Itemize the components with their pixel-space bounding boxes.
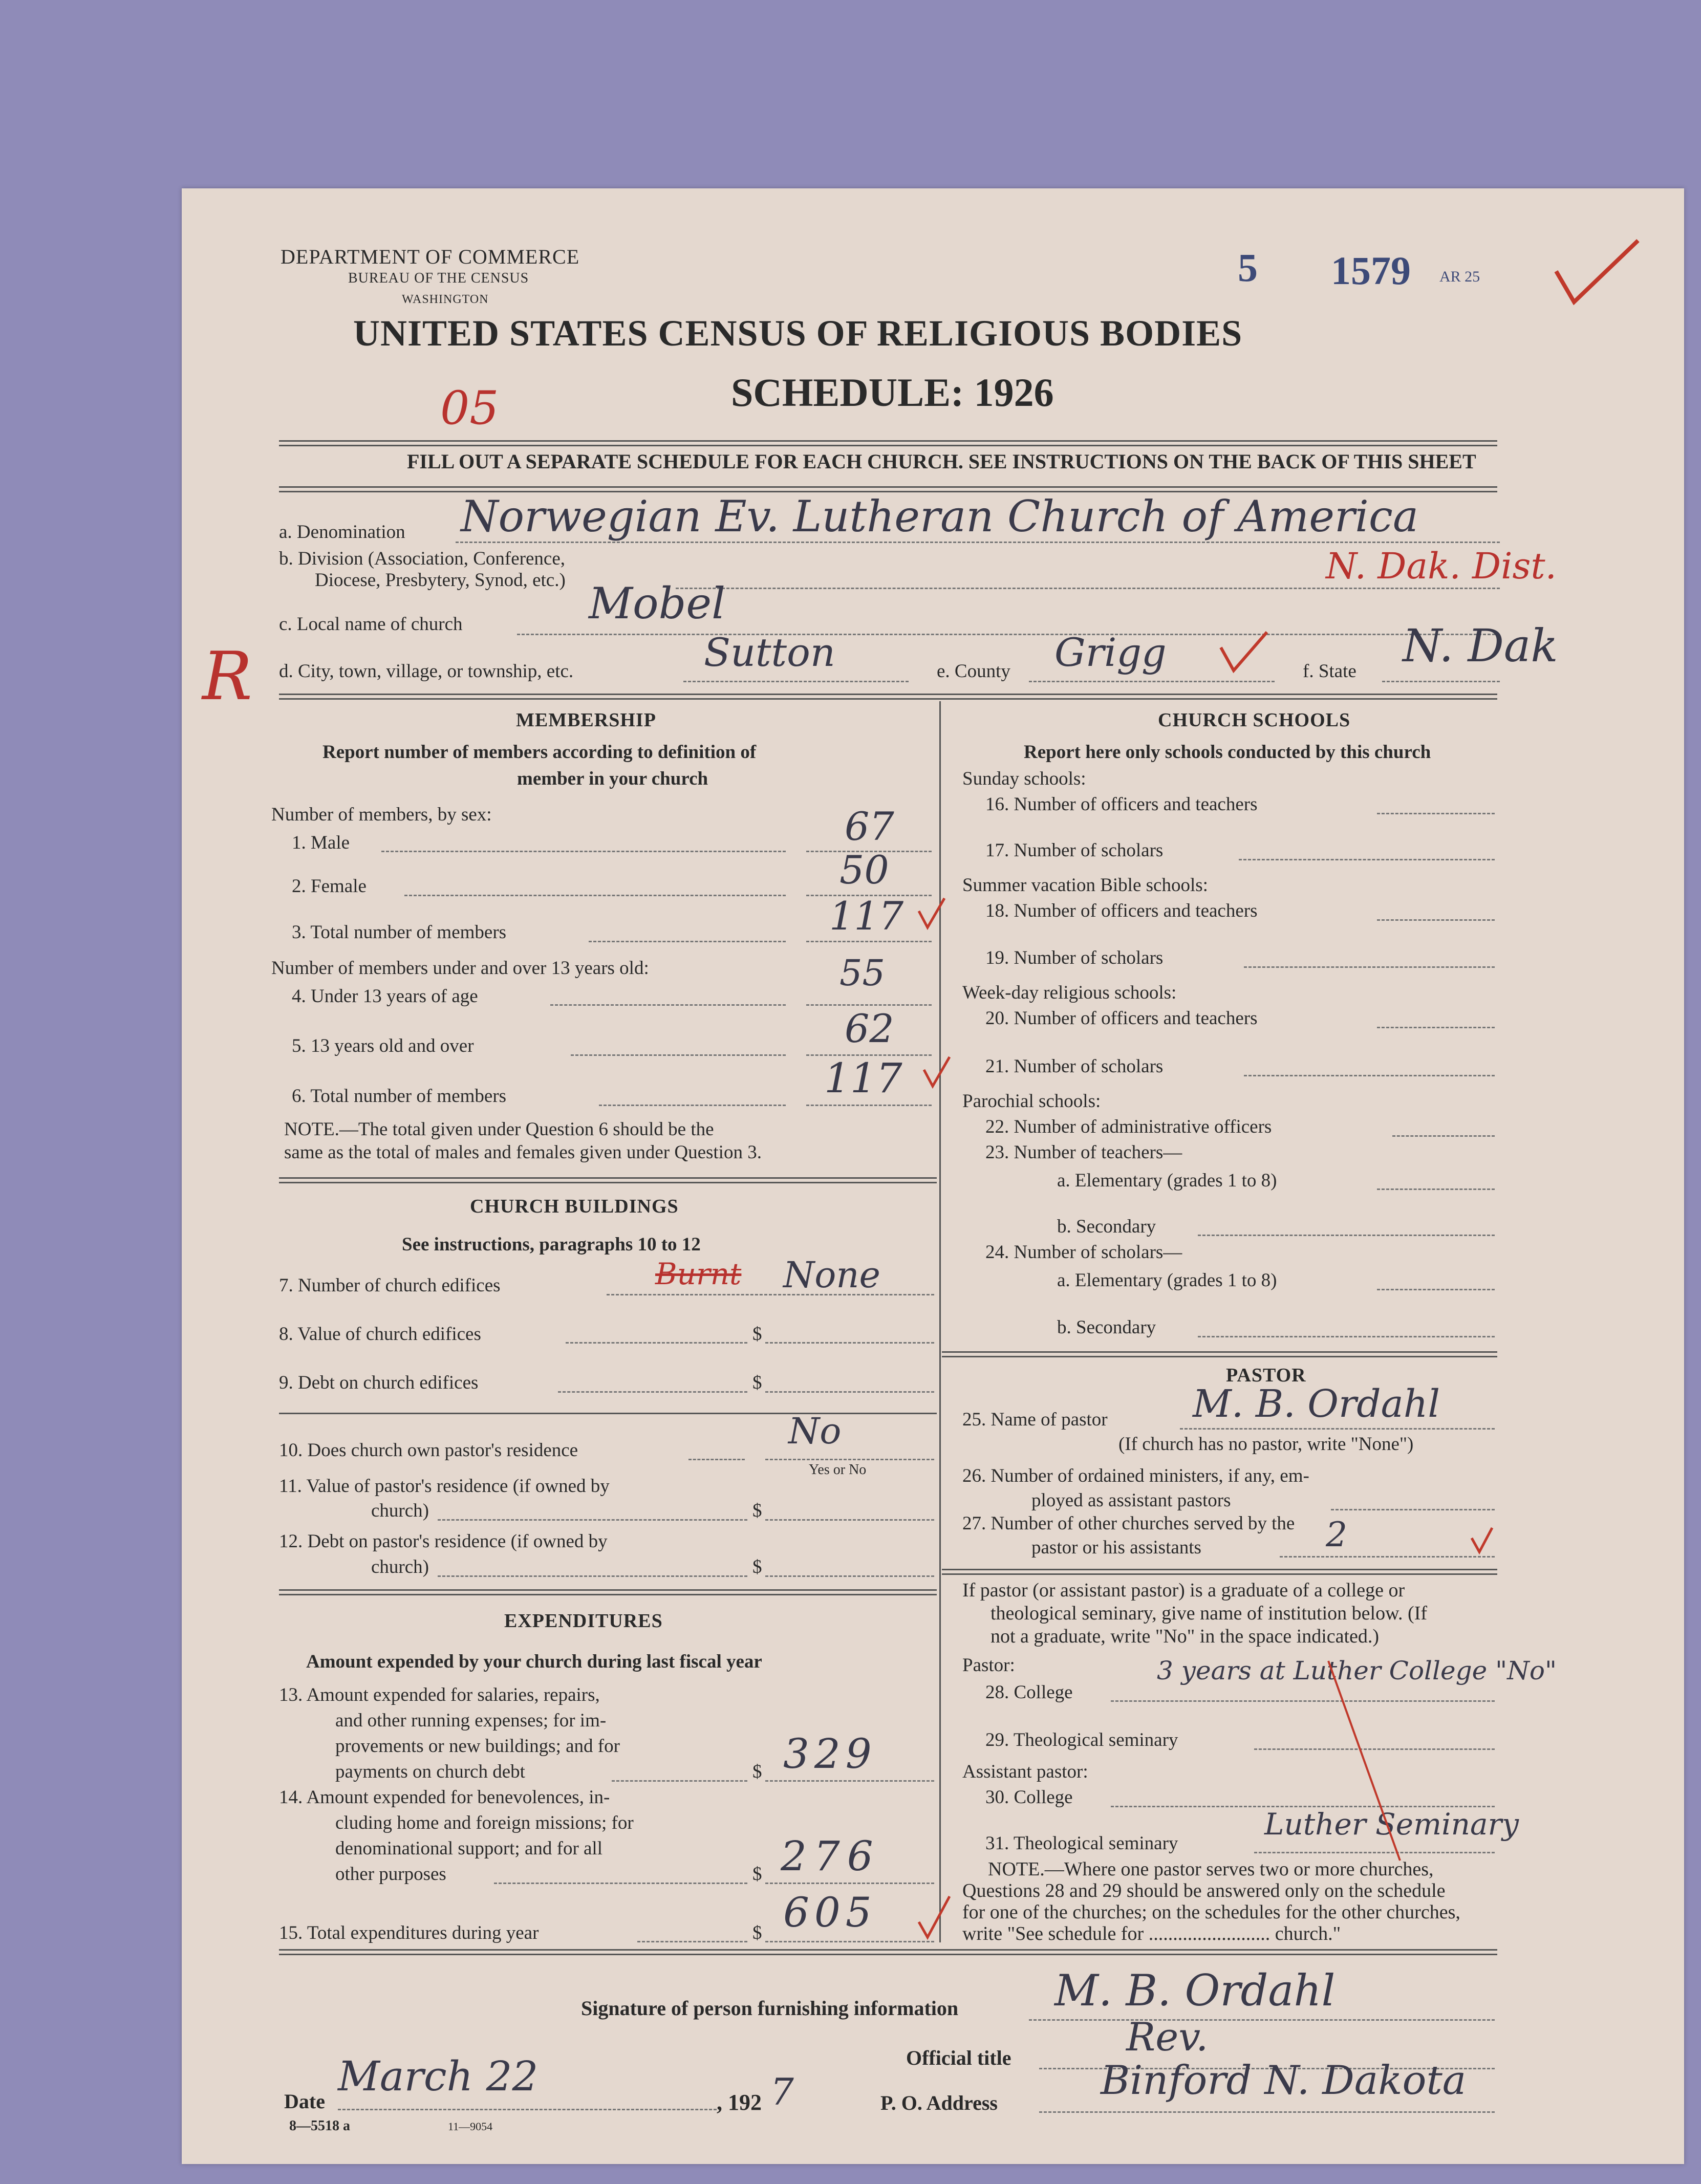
q10-label: 10. Does church own pastor's residence xyxy=(279,1440,578,1461)
q11-label: 11. Value of pastor's residence (if owned by xyxy=(279,1476,610,1497)
q9-label: 9. Debt on church edifices xyxy=(279,1372,479,1393)
date-label: Date xyxy=(284,2090,325,2113)
q12-label-2: church) xyxy=(371,1556,429,1577)
running-expenses-value: 329 xyxy=(783,1730,877,1778)
separate-schedule-instruction: FILL OUT A SEPARATE SCHEDULE FOR EACH CHURCH. SEE INSTRUCTIONS ON THE BACK OF THIS SHEET xyxy=(407,450,1476,473)
pastor-sub-label: Pastor: xyxy=(962,1655,1015,1676)
q21-label: 21. Number of scholars xyxy=(985,1056,1164,1077)
q2-label: 2. Female xyxy=(292,876,367,897)
expenditures-note: Amount expended by your church during last fiscal year xyxy=(306,1651,762,1672)
q8-label: 8. Value of church edifices xyxy=(279,1324,481,1345)
other-churches-value: 2 xyxy=(1326,1515,1347,1554)
q14-line-1: 14. Amount expended for benevolences, in- xyxy=(279,1787,610,1808)
column-divider xyxy=(939,701,941,1942)
q25-note: (If church has no pastor, write "None") xyxy=(1118,1434,1414,1455)
weekday-schools-label: Week-day religious schools: xyxy=(962,982,1177,1003)
q16-label: 16. Number of officers and teachers xyxy=(985,794,1258,815)
q14-line-2: cluding home and foreign missions; for xyxy=(335,1812,634,1833)
edifices-value: None xyxy=(783,1254,880,1296)
q26-label-2: ployed as assistant pastors xyxy=(1031,1490,1231,1511)
q15-label: 15. Total expenditures during year xyxy=(279,1922,539,1943)
q23b-label: b. Secondary xyxy=(1057,1216,1156,1237)
pastor-note-1: NOTE.—Where one pastor serves two or more churches, xyxy=(988,1858,1434,1880)
q12-label: 12. Debt on pastor's residence (if owned by xyxy=(279,1531,608,1552)
check-mark-icon xyxy=(916,896,947,932)
assistant-pastor-label: Assistant pastor: xyxy=(962,1761,1088,1782)
q27-label-2: pastor or his assistants xyxy=(1031,1537,1201,1558)
stamp-number: 1579 xyxy=(1331,248,1411,293)
edifices-struck-value: Burnt xyxy=(655,1257,742,1291)
check-mark-icon xyxy=(1469,1525,1495,1556)
q13-line-4: payments on church debt xyxy=(335,1761,525,1782)
check-mark-icon xyxy=(916,1894,952,1940)
q6-label: 6. Total number of members xyxy=(292,1086,507,1107)
q24a-label: a. Elementary (grades 1 to 8) xyxy=(1057,1270,1277,1291)
q22-label: 22. Number of administrative officers xyxy=(985,1116,1272,1137)
check-mark-icon xyxy=(1218,630,1269,676)
13-and-over-count: 62 xyxy=(845,1006,894,1051)
total-members-count: 117 xyxy=(829,893,904,939)
section-rule xyxy=(279,694,1497,700)
q11-label-2: church) xyxy=(371,1500,429,1521)
buildings-note: See instructions, paragraphs 10 to 12 xyxy=(402,1234,701,1255)
membership-note-b: same as the total of males and females given under Question 3. xyxy=(284,1142,762,1163)
q5-label: 5. 13 years old and over xyxy=(292,1035,474,1056)
state-value: N. Dak xyxy=(1403,619,1558,672)
county-label: e. County xyxy=(937,661,1010,682)
check-mark-icon xyxy=(921,1054,952,1090)
by-sex-label: Number of members, by sex: xyxy=(271,804,492,825)
membership-note-a: NOTE.—The total given under Question 6 should be the xyxy=(284,1119,714,1140)
buildings-heading: CHURCH BUILDINGS xyxy=(470,1196,679,1217)
official-title-label: Official title xyxy=(906,2046,1011,2069)
q1-label: 1. Male xyxy=(292,832,350,853)
church-schools-heading: CHURCH SCHOOLS xyxy=(1158,709,1351,731)
stamp-letter: 5 xyxy=(1238,245,1258,290)
header-rule xyxy=(279,440,1497,446)
form-subtitle: SCHEDULE: 1926 xyxy=(731,370,1054,415)
q23a-label: a. Elementary (grades 1 to 8) xyxy=(1057,1170,1277,1191)
q26-label: 26. Number of ordained ministers, if any, em- xyxy=(962,1465,1309,1486)
q30-label: 30. College xyxy=(985,1787,1073,1808)
q13-line-1: 13. Amount expended for salaries, repairs, xyxy=(279,1684,600,1705)
city-value: Sutton xyxy=(704,630,835,675)
q27-label: 27. Number of other churches served by the xyxy=(962,1513,1295,1534)
q19-label: 19. Number of scholars xyxy=(985,947,1164,968)
bureau-name: BUREAU OF THE CENSUS xyxy=(348,270,529,286)
local-name-value: Mobel xyxy=(589,578,725,629)
denomination-value: Norwegian Ev. Lutheran Church of America xyxy=(461,491,1419,542)
city-label: d. City, town, village, or township, etc. xyxy=(279,661,574,682)
year-prefix: , 192 xyxy=(717,2090,762,2115)
year-value: 7 xyxy=(770,2070,794,2113)
graduate-instruction-1: If pastor (or assistant pastor) is a graduate of a college or xyxy=(962,1580,1405,1601)
graduate-instruction-2: theological seminary, give name of institution below. (If xyxy=(991,1603,1428,1624)
pastor-note-3: for one of the churches; on the schedules for the other churches, xyxy=(962,1901,1460,1923)
q20-label: 20. Number of officers and teachers xyxy=(985,1008,1258,1029)
q28-label: 28. College xyxy=(985,1682,1073,1703)
graduate-instruction-3: not a graduate, write "No" in the space indicated.) xyxy=(991,1626,1380,1647)
q14-line-3: denominational support; and for all xyxy=(335,1838,602,1859)
stamp-date: AR 25 xyxy=(1439,268,1480,285)
official-title-value: Rev. xyxy=(1126,2014,1209,2060)
pastor-note-4: write "See schedule for ......................... church." xyxy=(962,1923,1341,1944)
schools-note: Report here only schools conducted by this church xyxy=(1024,742,1431,763)
division-label-2: Diocese, Presbytery, Synod, etc.) xyxy=(315,570,566,591)
county-value: Grigg xyxy=(1054,630,1167,675)
yes-no-hint: Yes or No xyxy=(809,1462,867,1478)
benevolences-value: 276 xyxy=(781,1832,880,1880)
sunday-schools-label: Sunday schools: xyxy=(962,768,1086,789)
dollar-sign: $ xyxy=(752,1324,762,1345)
parochial-schools-label: Parochial schools: xyxy=(962,1091,1101,1112)
city-name: WASHINGTON xyxy=(402,293,489,306)
denomination-label: a. Denomination xyxy=(279,522,405,543)
handwritten-code: 05 xyxy=(440,381,499,435)
division-value: N. Dak. Dist. xyxy=(1326,545,1557,587)
q17-label: 17. Number of scholars xyxy=(985,840,1164,861)
dollar-sign: $ xyxy=(752,1761,762,1782)
dollar-sign: $ xyxy=(752,1922,762,1943)
department-name: DEPARTMENT OF COMMERCE xyxy=(281,245,580,268)
q24b-label: b. Secondary xyxy=(1057,1317,1156,1338)
signature-label: Signature of person furnishing information xyxy=(581,1997,959,2020)
dollar-sign: $ xyxy=(752,1500,762,1521)
form-title: UNITED STATES CENSUS OF RELIGIOUS BODIES xyxy=(353,313,1243,354)
membership-note: Report number of members according to definition of xyxy=(322,742,757,763)
q23-label: 23. Number of teachers— xyxy=(985,1142,1182,1163)
female-count: 50 xyxy=(839,847,889,893)
q24-label: 24. Number of scholars— xyxy=(985,1242,1182,1263)
expenditures-heading: EXPENDITURES xyxy=(504,1610,663,1632)
local-name-label: c. Local name of church xyxy=(279,614,463,635)
membership-heading: MEMBERSHIP xyxy=(516,709,656,731)
po-address-label: P. O. Address xyxy=(880,2091,998,2114)
q3-label: 3. Total number of members xyxy=(292,922,507,943)
under-13-count: 55 xyxy=(839,952,886,994)
pastor-name-value: M. B. Ordahl xyxy=(1193,1382,1440,1426)
date-value: March 22 xyxy=(338,2052,539,2100)
q29-label: 29. Theological seminary xyxy=(985,1729,1178,1750)
form-number: 8—5518 a xyxy=(289,2118,350,2134)
dollar-sign: $ xyxy=(752,1556,762,1577)
total-members-count-2: 117 xyxy=(824,1054,902,1102)
dollar-sign: $ xyxy=(752,1372,762,1393)
print-number: 11—9054 xyxy=(448,2120,493,2133)
male-count: 67 xyxy=(845,804,894,849)
membership-note-2: member in your church xyxy=(517,768,708,789)
owns-residence-value: No xyxy=(788,1410,842,1452)
summer-schools-label: Summer vacation Bible schools: xyxy=(962,875,1208,896)
check-mark-icon xyxy=(1326,1658,1403,1863)
q31-label: 31. Theological seminary xyxy=(985,1833,1178,1854)
q18-label: 18. Number of officers and teachers xyxy=(985,900,1258,921)
r-mark: R xyxy=(202,637,252,715)
pastor-heading: PASTOR xyxy=(1226,1365,1306,1386)
q7-label: 7. Number of church edifices xyxy=(279,1275,501,1296)
q13-line-2: and other running expenses; for im- xyxy=(335,1710,607,1731)
q4-label: 4. Under 13 years of age xyxy=(292,986,478,1007)
by-age-label: Number of members under and over 13 years old: xyxy=(271,958,649,979)
college-value: 3 years at Luther College "No" xyxy=(1157,1656,1557,1685)
q13-line-3: provements or new buildings; and for xyxy=(335,1736,620,1757)
dollar-sign: $ xyxy=(752,1864,762,1885)
signature-value: M. B. Ordahl xyxy=(1054,1965,1336,2016)
total-expenditures-value: 605 xyxy=(783,1889,877,1936)
pastor-note-2: Questions 28 and 29 should be answered only on the schedule xyxy=(962,1880,1446,1901)
q14-line-4: other purposes xyxy=(335,1864,446,1885)
theological-seminary-value: Luther Seminary xyxy=(1264,1807,1519,1842)
check-mark-icon xyxy=(1551,235,1643,312)
po-address-value: Binford N. Dakota xyxy=(1101,2058,1467,2104)
state-label: f. State xyxy=(1303,661,1357,682)
division-label: b. Division (Association, Conference, xyxy=(279,548,565,569)
q25-label: 25. Name of pastor xyxy=(962,1409,1108,1430)
